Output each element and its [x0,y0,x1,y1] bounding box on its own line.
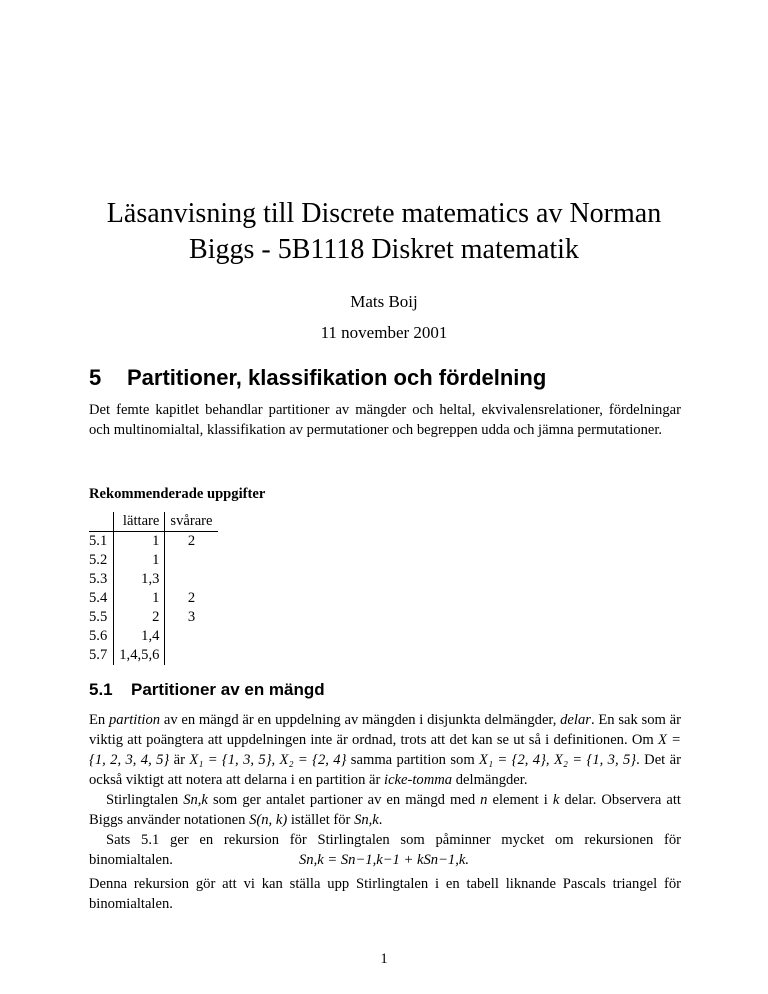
math-expression: X₁ = {2, 4}, X₂ = {1, 3, 5} [479,752,637,768]
header-cell-harder: svårare [165,512,218,532]
math-expression: n [480,792,488,808]
table-cell [165,646,218,665]
table-cell: 5.3 [89,571,108,587]
subsection-number: 5.1 [89,680,113,699]
table-paragraph: Denna rekursion gör att vi kan ställa upp Stirlingtalen i en tabell liknande Pascals triangel för binomialtalen. [89,876,681,912]
math-expression: X₁ = {1, 3, 5}, X₂ = {2, 4} [189,752,347,768]
table-cell: 5.2 [89,552,108,568]
table-cell: 2 [165,532,218,552]
table-cell: 1 [114,589,165,608]
term-delar: delar [560,712,591,728]
table-cell: 1,4,5,6 [114,646,165,665]
math-expression: X = {1, 2, 3, 4, 5} [89,732,681,768]
recursion-formula: Sn,k = Sn−1,k−1 + kSn−1,k. [298,852,469,868]
table-cell: 5.6 [89,628,108,644]
table-cell: 1 [114,551,165,570]
table-cell: 1,3 [114,570,165,589]
table-cell: 5.4 [89,590,108,606]
table-cell: 5.7 [89,647,108,663]
math-expression: k [552,792,560,808]
term-partition: partition [108,712,161,728]
table-header-row [89,512,218,532]
table-cell: 2 [114,608,165,627]
table-cell: 2 [165,589,218,608]
table-row [89,646,218,665]
recommended-heading: Rekommenderade uppgifter [89,486,266,502]
table-cell: 5.1 [89,533,108,549]
table-row [89,551,218,570]
stirling-paragraph: Stirlingtalen Sn,k som ger antalet partioner av en mängd med n element i k delar. Observera att Biggs använder notationen S(n, k) istället för Sn,k. [89,792,681,828]
table-cell [165,627,218,646]
header-cell-easier: lättare [114,512,165,532]
subsection-heading [89,680,325,700]
date: 11 november 2001 [320,323,448,342]
math-expression: Sn,k [354,812,379,828]
document-title: Läsanvisning till Discrete matematics av Norman Biggs - 5B1118 Diskret matematik [106,198,662,265]
page-number: 1 [380,951,388,967]
table-cell: 1,4 [114,627,165,646]
exercise-table [89,512,218,665]
table-cell [165,570,218,589]
section-heading [89,365,546,391]
subsection-title: Partitioner av en mängd [131,680,325,699]
header-cell [89,512,114,532]
table-row [89,589,218,608]
author: Mats Boij [350,292,418,311]
intro-paragraph: Det femte kapitlet behandlar partitioner av mängder och heltal, ekvivalensrelationer, fördelningar och multinomialtal, klassifikation av permutationer och begreppen udda och jämna permutationer. [89,402,681,438]
term-icke-tomma: icke-tomma [384,772,453,788]
math-expression: S(n, k) [249,812,288,828]
partition-paragraph: En partition av en mängd är en uppdelning av mängden i disjunkta delmängder, delar. En sak som är viktig att poängtera att uppdelningen inte är ordnad, trots att det kan se ut så i definitionen. Om X = {1, 2, 3, 4, 5} är X₁ = {1, 3, 5}, X₂ = {2, 4} samma partition som X₁ = {2, 4}, X₂ = {1, 3, 5}. Det är också viktigt att notera att delarna i en partition är icke-tomma delmängder. [89,712,681,788]
table-row [89,532,218,552]
table-cell [165,551,218,570]
table-row [89,608,218,627]
section-title: Partitioner, klassifikation och fördelning [127,365,547,390]
table-cell: 5.5 [89,609,108,625]
table-cell: 3 [165,608,218,627]
table-row [89,570,218,589]
table-cell: 1 [114,532,165,552]
table-row [89,627,218,646]
section-number: 5 [89,365,102,390]
recursion-paragraph: Sats 5.1 ger en rekursion för Stirlingtalen som påminner mycket om rekursionen för binomialtalen. [89,832,681,868]
math-expression: Sn,k [183,792,208,808]
